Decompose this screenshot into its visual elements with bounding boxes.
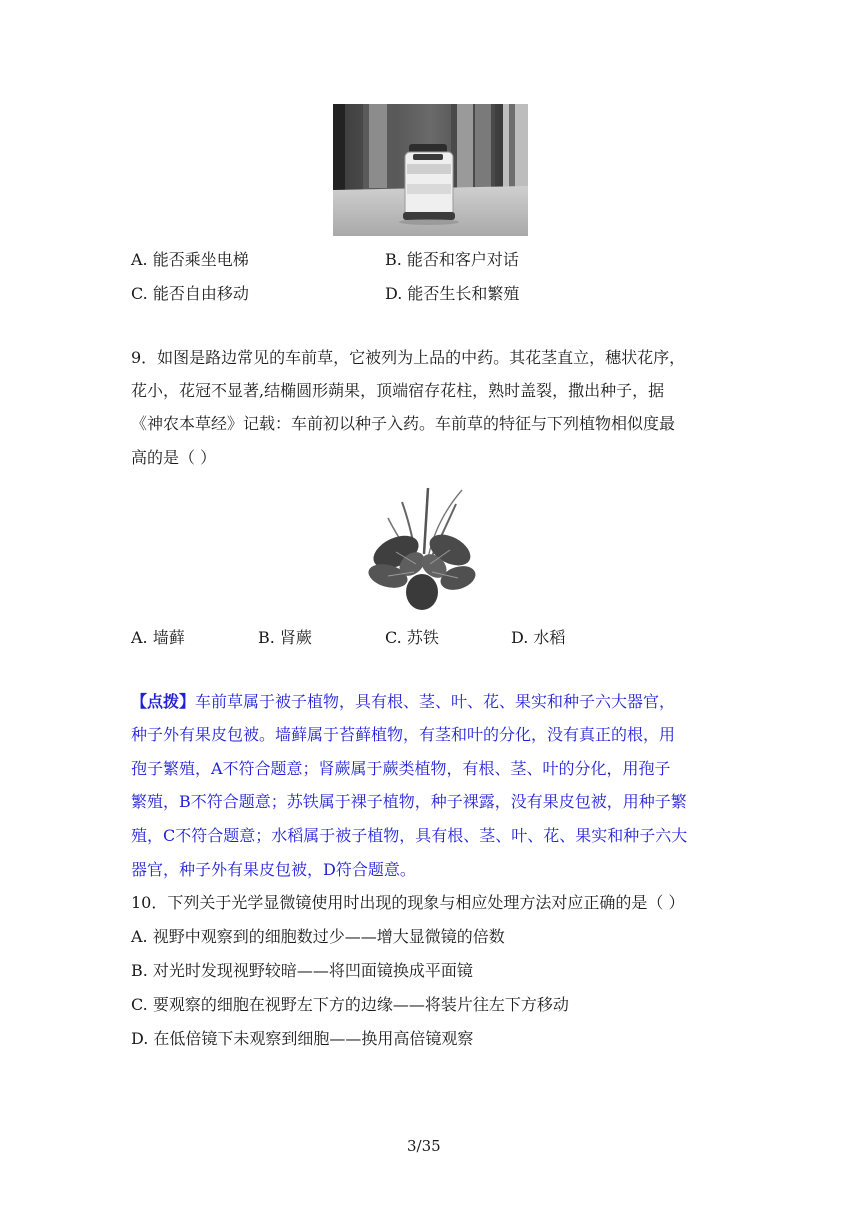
q9-option-a: A. 墙藓 bbox=[131, 628, 185, 647]
q9-option-b: B. 肾蕨 bbox=[258, 628, 312, 647]
q9-hint-line-3: 孢子繁殖，A不符合题意；肾蕨属于蕨类植物，有根、茎、叶的分化，用孢子 bbox=[131, 759, 671, 778]
q9-stem-line-2: 花小，花冠不显著,结椭圆形蒴果，顶端宿存花柱，熟时盖裂，撒出种子，据 bbox=[131, 381, 665, 400]
q9-option-c: C. 苏铁 bbox=[385, 628, 439, 647]
hint-text: 车前草属于被子植物，具有根、茎、叶、花、果实和种子六大器官， bbox=[195, 692, 676, 711]
q10-stem: 10．下列关于光学显微镜使用时出现的现象与相应处理方法对应正确的是（ ） bbox=[131, 893, 685, 912]
q10-option-d: D. 在低倍镜下未观察到细胞——换用高倍镜观察 bbox=[131, 1029, 474, 1048]
q9-hint-line-5: 殖，C不符合题意；水稻属于被子植物，具有根、茎、叶、花、果实和种子六大 bbox=[131, 826, 688, 845]
q9-option-d: D. 水稻 bbox=[511, 628, 566, 647]
q9-hint-line-6: 器官，种子外有果皮包被，D符合题意。 bbox=[131, 860, 416, 879]
q10-option-a: A. 视野中观察到的细胞数过少——增大显微镜的倍数 bbox=[131, 927, 505, 946]
q9-stem-line-4: 高的是（ ） bbox=[131, 448, 217, 467]
q9-hint-line-1 bbox=[131, 692, 675, 712]
q9-stem-line-3: 《神农本草经》记载：车前初以种子入药。车前草的特征与下列植物相似度最 bbox=[131, 414, 676, 433]
plantain-illustration bbox=[366, 484, 478, 614]
q8-option-c: C. 能否自由移动 bbox=[131, 284, 249, 303]
q8-option-a: A. 能否乘坐电梯 bbox=[131, 250, 249, 269]
q10-option-c: C. 要观察的细胞在视野左下方的边缘——将装片往左下方移动 bbox=[131, 995, 569, 1014]
plantain-photo bbox=[366, 484, 478, 614]
page-number: 3/35 bbox=[407, 1137, 441, 1155]
hint-tag: 【点拨】 bbox=[131, 692, 196, 711]
robot-elevator-illustration bbox=[333, 104, 528, 236]
q9-stem-line-1: 9．如图是路边常见的车前草，它被列为上品的中药。其花茎直立，穗状花序， bbox=[131, 348, 686, 367]
q8-option-d: D. 能否生长和繁殖 bbox=[385, 284, 520, 303]
robot-elevator-photo bbox=[333, 104, 528, 236]
q9-hint-line-4: 繁殖，B不符合题意；苏铁属于裸子植物，种子裸露，没有果皮包被，用种子繁 bbox=[131, 792, 687, 811]
q8-option-b: B. 能否和客户对话 bbox=[385, 250, 519, 269]
q10-option-b: B. 对光时发现视野较暗——将凹面镜换成平面镜 bbox=[131, 961, 473, 980]
q9-hint-line-2: 种子外有果皮包被。墙藓属于苔藓植物，有茎和叶的分化，没有真正的根，用 bbox=[131, 725, 676, 744]
